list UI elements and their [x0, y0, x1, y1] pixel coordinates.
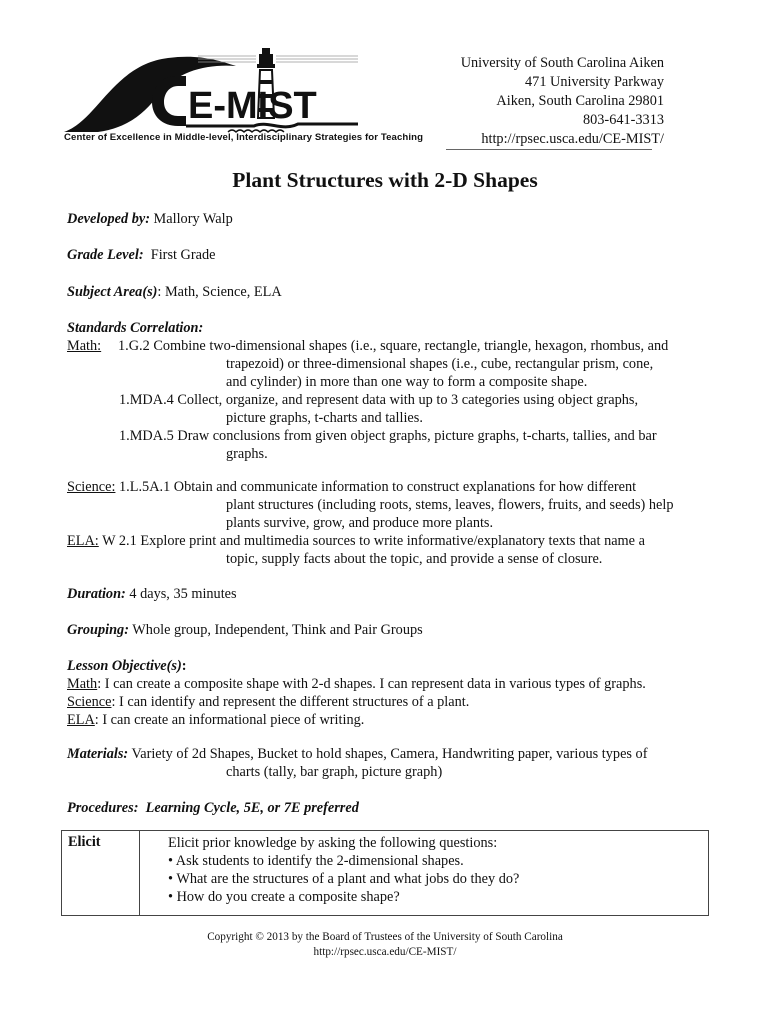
standard-line: 1.MDA.5 Draw conclusions from given object graphs, picture graphs, t-charts, tallies, and bar [119, 428, 657, 444]
address-line: University of South Carolina Aiken [460, 55, 664, 71]
developed-by [67, 210, 717, 228]
materials-line [67, 745, 717, 763]
standard-line [67, 337, 717, 355]
subject-areas-value: : Math, Science, ELA [157, 284, 282, 300]
objective-line [67, 675, 717, 693]
standard-line: and cylinder) in more than one way to form a composite shape. [226, 374, 588, 390]
address-line: 803-641-3313 [582, 112, 664, 128]
footer-url[interactable]: http://rpsec.usca.edu/CE-MIST/ [313, 946, 457, 958]
science-label: Science: [67, 479, 116, 495]
standard-line: plant structures (including roots, stems, leaves, flowers, fruits, and seeds) help [226, 497, 674, 513]
duration-label: Duration: [67, 586, 126, 602]
grouping-value: Whole group, Independent, Think and Pair Groups [128, 622, 423, 638]
logo-caption: Center of Excellence in Middle-level, Interdisciplinary Strategies for Teaching [64, 132, 424, 143]
subject-areas-label: Subject Area(s) [67, 284, 158, 300]
header-rule [446, 149, 652, 150]
address-line: Aiken, South Carolina 29801 [496, 93, 664, 109]
ela-label: ELA: [67, 533, 99, 549]
objective-math-label: Math [67, 676, 98, 692]
materials-section [67, 745, 717, 781]
standard-line: picture graphs, t-charts and tallies. [226, 410, 423, 426]
developed-by-value: Mallory Walp [149, 211, 233, 227]
grade-level [67, 246, 717, 264]
table-line: Elicit prior knowledge by asking the following questions: [168, 835, 498, 851]
objective-text: : I can create an informational piece of writing. [94, 712, 365, 728]
table-stage-label: Elicit [68, 834, 101, 850]
math-label: Math: [67, 338, 102, 354]
standard-text: W 2.1 Explore print and multimedia sources to write informative/explanatory texts that name a [98, 533, 645, 549]
standard-line [67, 478, 717, 496]
table-column-divider [139, 831, 140, 915]
table-line: • How do you create a composite shape? [168, 889, 400, 905]
subject-areas [67, 283, 717, 301]
address-block [461, 54, 664, 149]
objective-science-label: Science [67, 694, 112, 710]
objectives-section [67, 657, 717, 729]
materials-text: Variety of 2d Shapes, Bucket to hold shapes, Camera, Handwriting paper, various types of [128, 746, 648, 762]
table-line: • What are the structures of a plant and what jobs do they do? [168, 871, 520, 887]
standard-line [67, 532, 717, 550]
objectives-label: Lesson Objective(s) [67, 658, 182, 674]
grouping [67, 621, 717, 639]
standards-label: Standards Correlation: [67, 320, 204, 336]
standard-line: topic, supply facts about the topic, and provide a sense of closure. [226, 551, 603, 567]
objectives-colon: : [181, 658, 187, 674]
standards-section [67, 319, 717, 463]
grade-level-value: First Grade [143, 247, 216, 263]
table-line: • Ask students to identify the 2-dimensional shapes. [168, 853, 464, 869]
svg-text:E-MIST: E-MIST [188, 85, 317, 127]
standard-line: plants survive, grow, and produce more plants. [226, 515, 494, 531]
grouping-label: Grouping: [67, 622, 129, 638]
objectives-heading [67, 657, 717, 675]
duration [67, 585, 717, 603]
objective-text: : I can create a composite shape with 2-d shapes. I can represent data in various types of graphs. [97, 676, 646, 692]
objective-ela-label: ELA [67, 712, 95, 728]
standard-line: 1.MDA.4 Collect, organize, and represent data with up to 3 categories using object graphs, [119, 392, 639, 408]
procedure-table [61, 830, 709, 916]
objective-text: : I can identify and represent the different structures of a plant. [111, 694, 470, 710]
page-footer [0, 930, 770, 960]
duration-value: 4 days, 35 minutes [125, 586, 237, 602]
materials-label: Materials: [67, 746, 129, 762]
procedures-label: Procedures: Learning Cycle, 5E, or 7E preferred [67, 800, 359, 816]
materials-line: charts (tally, bar graph, picture graph) [226, 764, 443, 780]
developed-by-label: Developed by: [67, 211, 150, 227]
document-title: Plant Structures with 2-D Shapes [232, 168, 538, 192]
copyright-text: Copyright © 2013 by the Board of Trustees of the University of South Carolina [207, 931, 563, 943]
standard-text: 1.G.2 Combine two-dimensional shapes (i.e., square, rectangle, triangle, hexagon, rhombus, and [118, 338, 669, 354]
address-url[interactable]: http://rpsec.usca.edu/CE-MIST/ [481, 131, 664, 147]
objective-line [67, 693, 717, 711]
objective-line [67, 711, 717, 729]
standard-line: trapezoid) or three-dimensional shapes (i.e., cube, rectangular prism, cone, [226, 356, 654, 372]
science-standards [67, 478, 717, 568]
standard-line: graphs. [226, 446, 268, 462]
procedures-heading [67, 799, 717, 817]
standard-text: 1.L.5A.1 Obtain and communicate information to construct explanations for how different [115, 479, 637, 495]
address-line: 471 University Parkway [525, 74, 664, 90]
grade-level-label: Grade Level: [67, 247, 144, 263]
table-stage-content [168, 834, 519, 906]
